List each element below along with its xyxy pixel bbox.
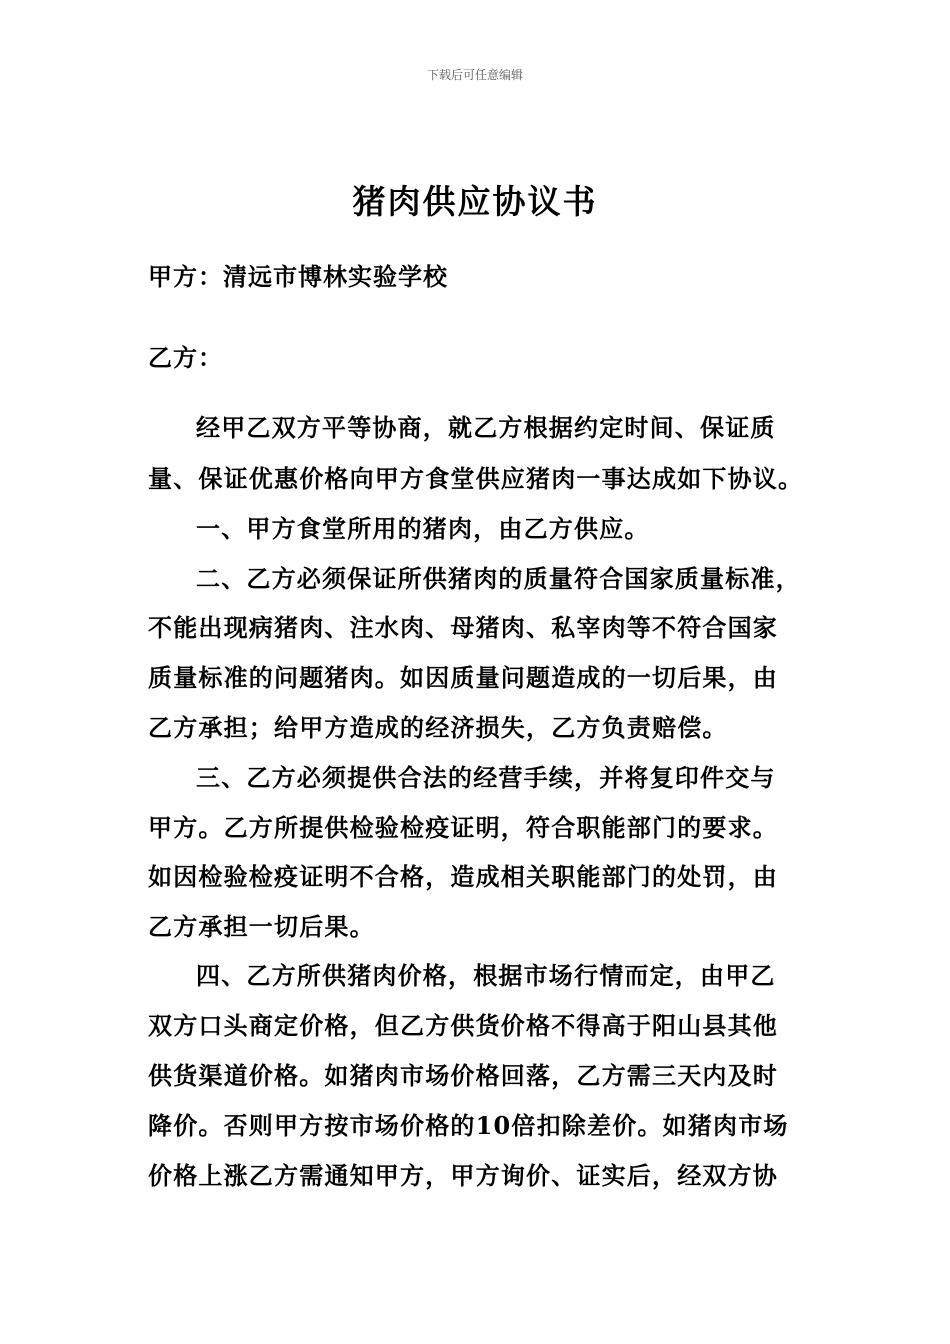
clause-3-line-4: 乙方承担一切后果。 (148, 912, 375, 941)
clause-2-line-4: 乙方承担；给甲方造成的经济损失，乙方负责赔偿。 (148, 713, 728, 742)
party-b-line: 乙方： (148, 343, 223, 372)
header-note: 下载后可任意编辑 (426, 68, 523, 82)
party-a-line: 甲方：清远市博林实验学校 (148, 262, 448, 291)
clause-4-line-1: 四、乙方所供猪肉价格，根据市场行情而定，由甲乙 (196, 961, 776, 990)
paragraph-intro-line-1: 经甲乙双方平等协商，就乙方根据约定时间、保证质 (196, 413, 776, 442)
clause-2-line-3: 质量标准的问题猪肉。如因质量问题造成的一切后果，由 (148, 663, 778, 692)
clause-4-line-4: 降价。否则甲方按市场价格的10倍扣除差价。如猪肉市场 (148, 1111, 789, 1140)
clause-3-line-2: 甲方。乙方所提供检验检疫证明，符合职能部门的要求。 (148, 813, 778, 842)
clause-4-line-2: 双方口头商定价格，但乙方供货价格不得高于阳山县其他 (148, 1011, 778, 1040)
paragraph-intro-line-2: 量、保证优惠价格向甲方食堂供应猪肉一事达成如下协议。 (148, 464, 804, 493)
document-title: 猪肉供应协议书 (352, 182, 598, 221)
clause-2-line-2: 不能出现病猪肉、注水肉、母猪肉、私宰肉等不符合国家 (148, 613, 778, 642)
clause-3-line-1: 三、乙方必须提供合法的经营手续，并将复印件交与 (196, 763, 776, 792)
clause-2-line-1: 二、乙方必须保证所供猪肉的质量符合国家质量标准， (196, 564, 801, 593)
clause-3-line-3: 如因检验检疫证明不合格，造成相关职能部门的处罚，由 (148, 862, 778, 891)
clause-4-line-3: 供货渠道价格。如猪肉市场价格回落，乙方需三天内及时 (148, 1061, 778, 1090)
clause-4-line-5: 价格上涨乙方需通知甲方，甲方询价、证实后，经双方协 (148, 1161, 778, 1190)
clause-1-line-1: 一、甲方食堂所用的猪肉，由乙方供应。 (196, 514, 650, 543)
